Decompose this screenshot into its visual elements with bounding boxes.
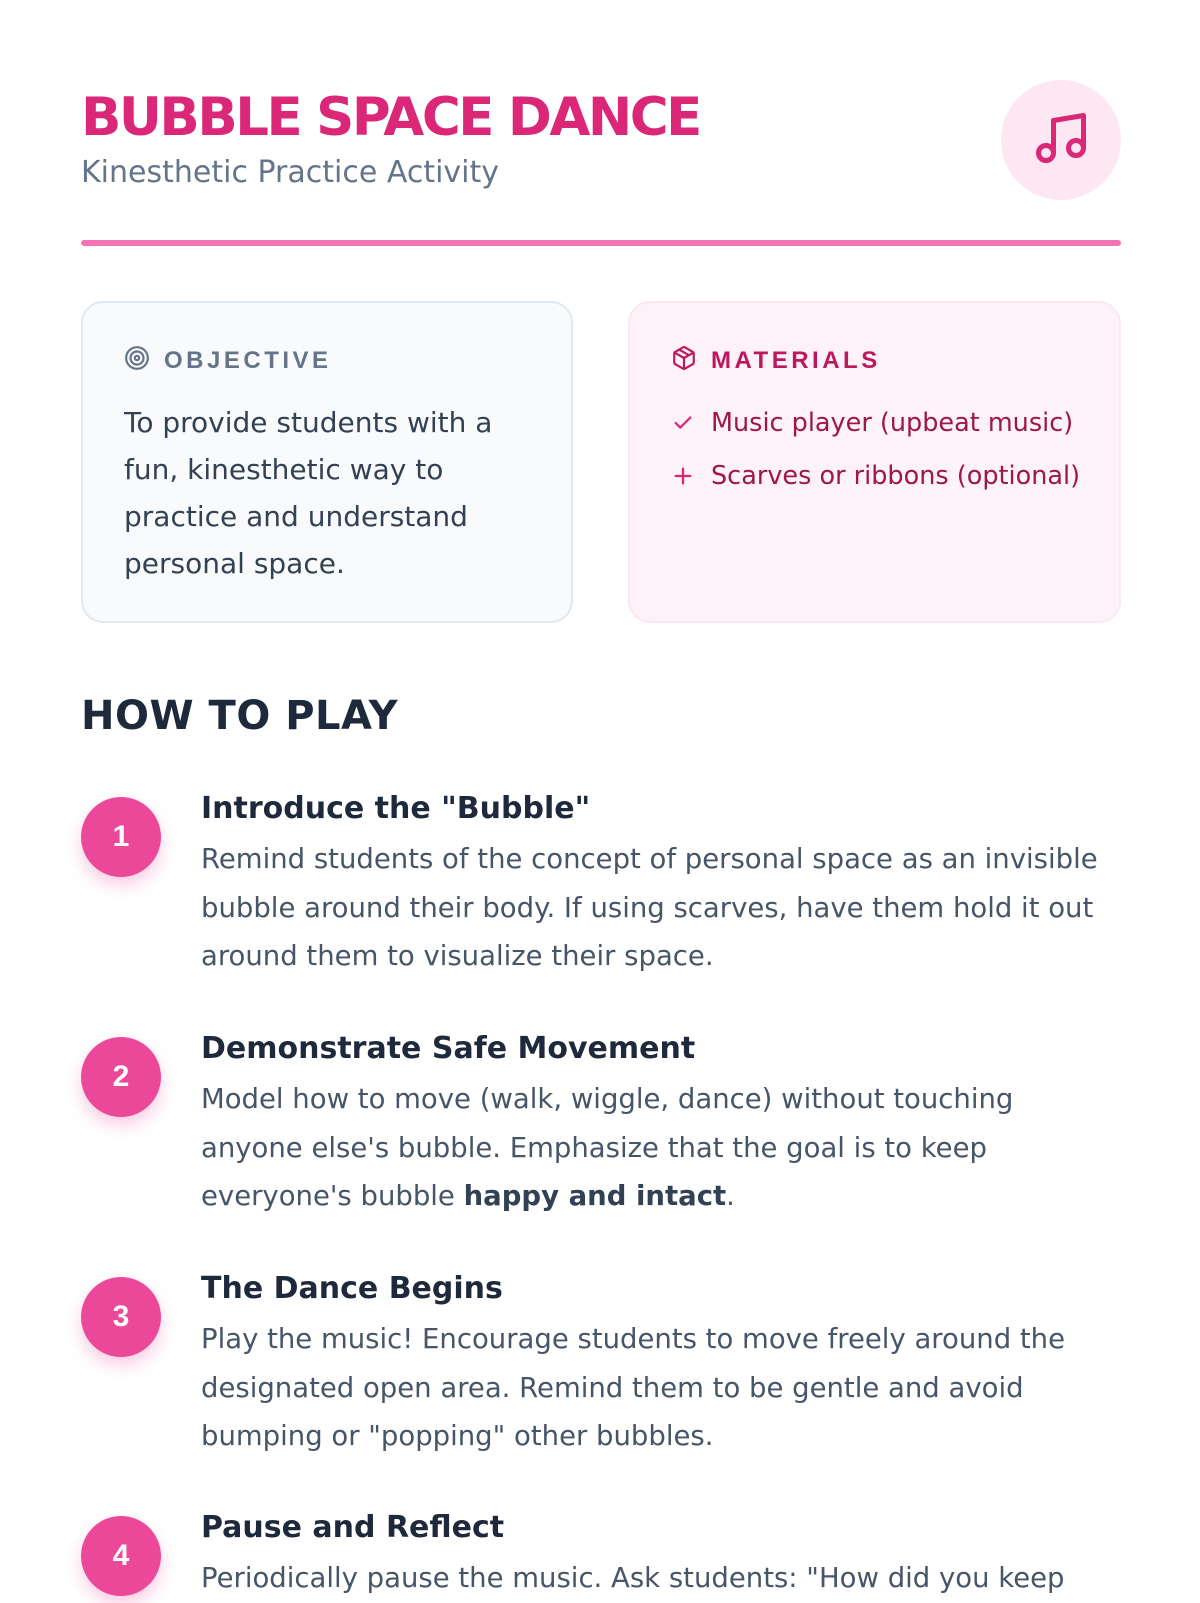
step-title: The Dance Begins <box>201 1271 503 1306</box>
step-description: Periodically pause the music. Ask students: "How did you keep <box>201 1562 1065 1594</box>
plus-icon <box>671 465 695 487</box>
step-number-badge: 4 <box>81 1516 161 1596</box>
objective-header <box>124 345 332 376</box>
step-description: Remind students of the concept of personal space as an invisible bubble around their body. If using scarves, have them hold it out around them to visualize their space. <box>201 843 1098 972</box>
material-item-text: Scarves or ribbons (optional) <box>711 460 1081 491</box>
step-number-badge: 1 <box>81 797 161 877</box>
materials-header <box>671 345 881 376</box>
step-title: Demonstrate Safe Movement <box>201 1031 696 1066</box>
check-icon <box>671 412 695 434</box>
list-item <box>671 449 1080 502</box>
step-description: Play the music! Encourage students to move freely around the designated open area. Remind them to be gentle and avoid bumping or "popping" other bubbles. <box>201 1323 1066 1452</box>
page-header <box>81 80 1121 200</box>
header-divider <box>81 240 1121 246</box>
step-number-badge: 3 <box>81 1277 161 1357</box>
materials-label: MATERIALS <box>711 346 881 374</box>
page-title: BUBBLE SPACE DANCE <box>81 87 700 148</box>
material-item-text: Music player (upbeat music) <box>711 407 1074 438</box>
package-icon <box>671 345 697 376</box>
list-item <box>671 396 1080 449</box>
objective-text: To provide students with a fun, kinesthetic way to practice and understand personal space. <box>124 406 493 580</box>
step-title: Pause and Reflect <box>201 1510 505 1545</box>
objective-label: OBJECTIVE <box>164 346 332 374</box>
objective-card <box>81 301 573 623</box>
step-description <box>201 1075 1101 1221</box>
step-description-text: Model how to move (walk, wiggle, dance) without touching anyone else's bubble. Emphasize that the goal is to keep everyone's bubble <box>201 1083 1014 1212</box>
section-title-how-to-play: HOW TO PLAY <box>81 693 399 739</box>
music-note-icon <box>1031 108 1091 173</box>
materials-list <box>671 396 1080 502</box>
step-title: Introduce the "Bubble" <box>201 791 591 826</box>
target-icon <box>124 345 150 376</box>
step-description-emphasis: happy and intact <box>463 1180 727 1212</box>
step-description-end: . <box>726 1180 735 1212</box>
page-subtitle: Kinesthetic Practice Activity <box>81 155 500 190</box>
step-number-badge: 2 <box>81 1037 161 1117</box>
music-badge <box>1001 80 1121 200</box>
materials-card <box>628 301 1121 623</box>
